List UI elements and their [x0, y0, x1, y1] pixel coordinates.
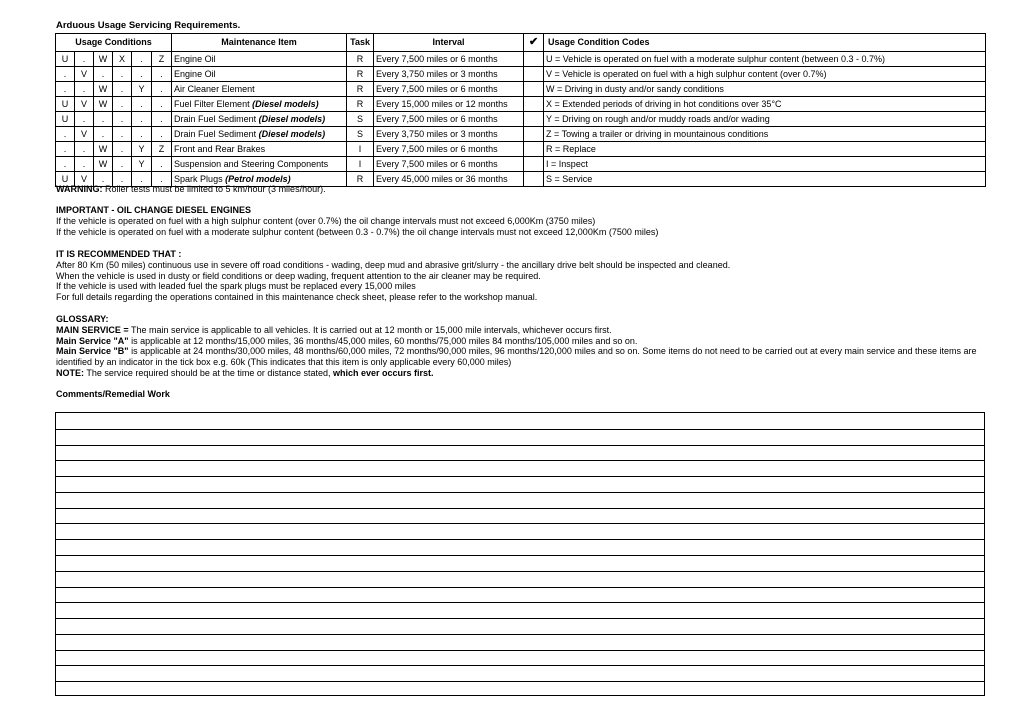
usage-condition-cell: .: [75, 112, 94, 127]
table-row: [56, 142, 986, 157]
table-row: [56, 82, 986, 97]
usage-condition-code-cell: W = Driving in dusty and/or sandy conditions: [544, 82, 986, 97]
interval-header: Interval: [374, 34, 524, 52]
usage-condition-cell: .: [56, 127, 75, 142]
maintenance-item-note: (Petrol models): [225, 173, 291, 184]
usage-condition-cell: W: [94, 82, 113, 97]
maintenance-item-note: (Diesel models): [258, 113, 326, 124]
usage-condition-cell: .: [113, 172, 132, 187]
comment-line: [56, 650, 984, 651]
glossary-note: [56, 368, 986, 379]
interval-cell: Every 7,500 miles or 6 months: [374, 112, 524, 127]
usage-condition-cell: .: [132, 127, 152, 142]
usage-condition-cell: .: [56, 142, 75, 157]
task-cell: R: [347, 82, 374, 97]
task-cell: I: [347, 142, 374, 157]
usage-condition-cell: .: [152, 82, 172, 97]
glossary-heading: GLOSSARY:: [56, 314, 109, 324]
check-box-cell[interactable]: [524, 97, 544, 112]
usage-condition-cell: .: [75, 157, 94, 172]
comment-line: [56, 634, 984, 635]
oil-change-line: If the vehicle is operated on fuel with a high sulphur content (over 0.7%) the oil change intervals must not exceed 6,000Km (3750 miles): [56, 215, 596, 226]
task-cell: R: [347, 52, 374, 67]
service-a-text: is applicable at 12 months/15,000 miles, 36 months/45,000 miles, 60 months/75,000 miles 84 months/105,000 miles and so on.: [128, 335, 638, 346]
usage-condition-code-cell: I = Inspect: [544, 157, 986, 172]
usage-condition-cell: V: [75, 127, 94, 142]
main-service-label: MAIN SERVICE =: [56, 324, 129, 335]
oil-change-line: If the vehicle is operated on fuel with a moderate sulphur content (between 0.3 - 0.7%) the oil change intervals must not exceed 12,000Km (7500 miles): [56, 226, 659, 237]
comment-line: [56, 476, 984, 477]
check-box-cell[interactable]: [524, 142, 544, 157]
maintenance-item-name: Spark Plugs: [174, 173, 226, 184]
interval-cell: Every 7,500 miles or 6 months: [374, 142, 524, 157]
task-cell: R: [347, 172, 374, 187]
usage-condition-cell: .: [113, 82, 132, 97]
check-header: ✔: [524, 34, 544, 52]
usage-condition-code-cell: X = Extended periods of driving in hot conditions over 35°C: [544, 97, 986, 112]
maintenance-item-name: Engine Oil: [174, 68, 216, 79]
usage-condition-code-cell: Y = Driving on rough and/or muddy roads and/or wading: [544, 112, 986, 127]
table-row: [56, 52, 986, 67]
recommended-line: If the vehicle is used with leaded fuel the spark plugs must be replaced every 15,000 miles: [56, 281, 416, 292]
table-row: [56, 157, 986, 172]
maintenance-item-cell: [172, 142, 347, 157]
interval-cell: Every 7,500 miles or 6 months: [374, 157, 524, 172]
task-cell: I: [347, 157, 374, 172]
check-box-cell[interactable]: [524, 82, 544, 97]
usage-condition-cell: U: [56, 172, 75, 187]
usage-condition-cell: .: [56, 67, 75, 82]
usage-condition-cell: Y: [132, 157, 152, 172]
usage-condition-cell: .: [132, 67, 152, 82]
recommended-line: For full details regarding the operations contained in this maintenance check sheet, please refer to the workshop manual.: [56, 292, 538, 303]
comment-line: [56, 523, 984, 524]
maintenance-item-cell: [172, 112, 347, 127]
usage-condition-cell: .: [152, 127, 172, 142]
maintenance-item-name: Engine Oil: [174, 53, 216, 64]
recommended-line: After 80 Km (50 miles) continuous use in severe off road conditions - wading, deep mud and abrasive grit/slurry - the ancillary drive belt should be inspected and cleaned.: [56, 259, 731, 270]
usage-condition-cell: .: [132, 172, 152, 187]
usage-condition-code-cell: V = Vehicle is operated on fuel with a high sulphur content (over 0.7%): [544, 67, 986, 82]
maintenance-item-cell: [172, 82, 347, 97]
maintenance-item-name: Drain Fuel Sediment: [174, 128, 259, 139]
task-cell: R: [347, 97, 374, 112]
interval-cell: Every 7,500 miles or 6 months: [374, 82, 524, 97]
maintenance-item-header: Maintenance Item: [172, 34, 347, 52]
comment-line: [56, 460, 984, 461]
glossary-service-a: [56, 336, 986, 347]
usage-condition-cell: .: [152, 112, 172, 127]
comments-heading: Comments/Remedial Work: [56, 389, 170, 399]
usage-condition-cell: .: [113, 127, 132, 142]
usage-condition-cell: .: [152, 67, 172, 82]
comment-line: [56, 445, 984, 446]
usage-condition-cell: .: [132, 52, 152, 67]
note-bold-text: which ever occurs first.: [332, 367, 434, 378]
maintenance-item-note: (Diesel models): [258, 128, 326, 139]
glossary-section: [56, 314, 986, 379]
usage-condition-cell: .: [94, 172, 113, 187]
task-header: Task: [347, 34, 374, 52]
interval-cell: Every 15,000 miles or 12 months: [374, 97, 524, 112]
comment-line: [56, 508, 984, 509]
check-box-cell[interactable]: [524, 52, 544, 67]
table-row: [56, 127, 986, 142]
usage-condition-cell: W: [94, 142, 113, 157]
oil-change-section: [56, 205, 658, 237]
usage-condition-cell: .: [113, 67, 132, 82]
comment-line: [56, 555, 984, 556]
usage-condition-cell: W: [94, 157, 113, 172]
usage-condition-cell: .: [152, 97, 172, 112]
comment-line: [56, 665, 984, 666]
note-label: NOTE:: [56, 367, 84, 378]
interval-cell: Every 3,750 miles or 3 months: [374, 127, 524, 142]
usage-condition-cell: U: [56, 112, 75, 127]
service-a-label: Main Service "A": [56, 335, 129, 346]
usage-condition-cell: .: [94, 112, 113, 127]
usage-condition-code-cell: R = Replace: [544, 142, 986, 157]
usage-condition-cell: .: [132, 112, 152, 127]
usage-condition-cell: .: [56, 157, 75, 172]
usage-condition-cell: .: [113, 97, 132, 112]
maintenance-item-name: Drain Fuel Sediment: [174, 113, 259, 124]
comments-remedial-work-box[interactable]: [55, 412, 985, 696]
usage-condition-cell: W: [94, 52, 113, 67]
warning-note: [56, 184, 326, 195]
maintenance-item-cell: [172, 67, 347, 82]
usage-condition-cell: Z: [152, 142, 172, 157]
servicing-requirements-table: [55, 33, 986, 187]
usage-condition-codes-header: Usage Condition Codes: [544, 34, 986, 52]
usage-condition-cell: V: [75, 97, 94, 112]
usage-conditions-header: Usage Conditions: [56, 34, 172, 52]
task-cell: R: [347, 67, 374, 82]
check-box-cell[interactable]: [524, 112, 544, 127]
usage-condition-cell: V: [75, 172, 94, 187]
usage-condition-cell: .: [113, 112, 132, 127]
comment-line: [56, 429, 984, 430]
maintenance-item-note: (Diesel models): [252, 98, 319, 109]
usage-condition-cell: .: [75, 142, 94, 157]
maintenance-item-cell: [172, 52, 347, 67]
interval-cell: Every 45,000 miles or 36 months: [374, 172, 524, 187]
usage-condition-cell: V: [75, 67, 94, 82]
recommended-section: [56, 249, 730, 303]
usage-condition-cell: Z: [152, 52, 172, 67]
usage-condition-cell: W: [94, 97, 113, 112]
usage-condition-cell: .: [94, 127, 113, 142]
warning-label: WARNING:: [56, 184, 103, 194]
maintenance-item-name: Fuel Filter Element: [174, 98, 253, 109]
table-row: [56, 112, 986, 127]
maintenance-item-name: Air Cleaner Element: [174, 83, 255, 94]
comment-line: [56, 587, 984, 588]
recommended-line: When the vehicle is used in dusty or field conditions or deep wading, frequent attention to the air cleaner may be required.: [56, 270, 541, 281]
usage-condition-cell: .: [152, 172, 172, 187]
note-text: The service required should be at the time or distance stated,: [84, 367, 333, 378]
table-row: [56, 67, 986, 82]
comment-line: [56, 539, 984, 540]
maintenance-item-cell: [172, 127, 347, 142]
glossary-service-b: [56, 346, 986, 368]
warning-text: Roller tests must be limited to 5 km/hour (3 miles/hour).: [102, 184, 326, 194]
comment-line: [56, 681, 984, 682]
usage-condition-code-cell: S = Service: [544, 172, 986, 187]
task-cell: S: [347, 112, 374, 127]
usage-condition-cell: U: [56, 97, 75, 112]
interval-cell: Every 7,500 miles or 6 months: [374, 52, 524, 67]
oil-change-heading: IMPORTANT - OIL CHANGE DIESEL ENGINES: [56, 205, 252, 215]
usage-condition-code-cell: U = Vehicle is operated on fuel with a moderate sulphur content (between 0.3 - 0.7%): [544, 52, 986, 67]
main-service-text: The main service is applicable to all vehicles. It is carried out at 12 month or 15,000 mile intervals, whichever occurs first.: [128, 324, 612, 335]
usage-condition-cell: Y: [132, 82, 152, 97]
usage-condition-cell: .: [113, 157, 132, 172]
usage-condition-cell: .: [132, 97, 152, 112]
maintenance-item-name: Front and Rear Brakes: [174, 143, 266, 154]
usage-condition-cell: .: [113, 142, 132, 157]
usage-condition-cell: X: [113, 52, 132, 67]
glossary-main-service: [56, 325, 986, 336]
maintenance-item-name: Suspension and Steering Components: [174, 158, 329, 169]
usage-condition-cell: .: [56, 82, 75, 97]
usage-condition-cell: .: [94, 67, 113, 82]
maintenance-item-cell: [172, 97, 347, 112]
interval-cell: Every 3,750 miles or 3 months: [374, 67, 524, 82]
usage-condition-cell: .: [152, 157, 172, 172]
service-b-text: is applicable at 24 months/30,000 miles, 48 months/60,000 miles, 72 months/90,000 miles, 96 months/120,000 miles and so on. Some items do not need to be carried out at every main service and these items are identified by an indicator in the tick box e.g. 60k (This indicates that this item is only applicable every 60,000 miles): [56, 346, 977, 368]
usage-condition-cell: .: [75, 82, 94, 97]
check-box-cell[interactable]: [524, 172, 544, 187]
usage-condition-cell: .: [75, 52, 94, 67]
page-title: Arduous Usage Servicing Requirements.: [56, 20, 241, 31]
comment-line: [56, 492, 984, 493]
usage-condition-cell: Y: [132, 142, 152, 157]
check-box-cell[interactable]: [524, 157, 544, 172]
comment-line: [56, 618, 984, 619]
table-header-row: [56, 34, 986, 52]
check-box-cell[interactable]: [524, 67, 544, 82]
check-box-cell[interactable]: [524, 127, 544, 142]
task-cell: S: [347, 127, 374, 142]
comment-line: [56, 602, 984, 603]
table-row: [56, 97, 986, 112]
usage-condition-code-cell: Z = Towing a trailer or driving in mountainous conditions: [544, 127, 986, 142]
comment-line: [56, 571, 984, 572]
service-b-label: Main Service "B": [56, 346, 129, 357]
maintenance-item-cell: [172, 157, 347, 172]
usage-condition-cell: U: [56, 52, 75, 67]
recommended-heading: IT IS RECOMMENDED THAT :: [56, 249, 182, 259]
